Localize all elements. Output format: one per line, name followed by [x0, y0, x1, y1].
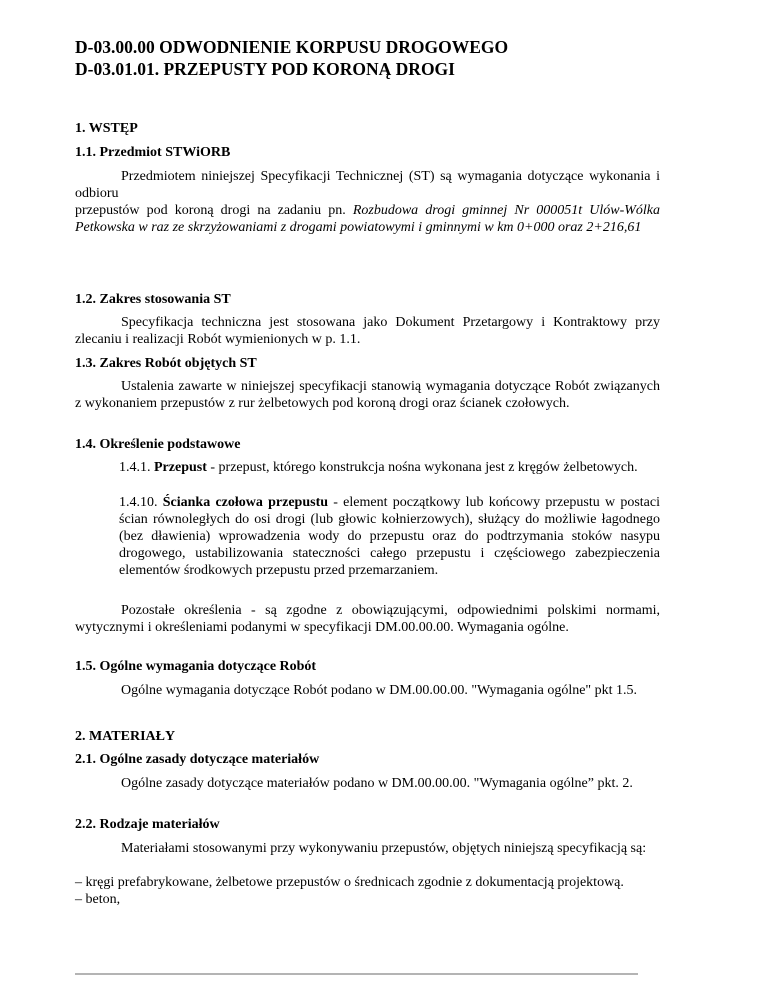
section-heading-1-4: 1.4. Określenie podstawowe [75, 437, 241, 452]
paragraph-1-2: Specyfikacja techniczna jest stosowana jako Dokument Przetargowy i Kontraktowy przy zlecaniu i realizacji Robót wymienionych w p. 1.1. [75, 315, 660, 347]
paragraph-2-1: Ogólne zasady dotyczące materiałów podano w DM.00.00.00. "Wymagania ogólne” pkt. 2. [121, 776, 633, 791]
document-title-line1: D-03.00.00 ODWODNIENIE KORPUSU DROGOWEGO [75, 37, 509, 57]
list-item: – kręgi prefabrykowane, żelbetowe przepustów o średnicach zgodnie z dokumentacją projektową. [75, 875, 624, 890]
section-heading-1-3: 1.3. Zakres Robót objętych ST [75, 356, 257, 371]
paragraph-1-1-a: Przedmiotem niniejszej Specyfikacji Technicznej (ST) są wymagania dotyczące wykonania i odbioru [75, 169, 660, 201]
paragraph-1-5: Ogólne wymagania dotyczące Robót podano w DM.00.00.00. "Wymagania ogólne" pkt 1.5. [121, 683, 638, 698]
definition-term: Ścianka czołowa przepustu [162, 495, 329, 510]
definition-number: 1.4.1. [119, 460, 154, 475]
section-heading-1-5: 1.5. Ogólne wymagania dotyczące Robót [75, 659, 317, 674]
definition-1-4-10 [119, 494, 660, 579]
paragraph-1-3: Ustalenia zawarte w niniejszej specyfikacji stanowią wymagania dotyczące Robót związanych z wykonaniem przepustów z rur żelbetowych pod koroną drogi oraz ścianek czołowych. [75, 379, 660, 411]
materials-list [75, 874, 660, 908]
paragraph-1-4: Pozostałe określenia - są zgodne z obowiązującymi, odpowiednimi polskimi normami, wytycznymi i określeniami podanymi w specyfikacji DM.00.00.00. Wymagania ogólne. [75, 603, 660, 635]
section-heading-2-2: 2.2. Rodzaje materiałów [75, 817, 220, 832]
section-heading-1: 1. WSTĘP [75, 121, 138, 136]
document-title-line2: D-03.01.01. PRZEPUSTY POD KORONĄ DROGI [75, 59, 455, 79]
section-heading-1-2: 1.2. Zakres stosowania ST [75, 292, 231, 307]
list-item: – beton, [75, 892, 121, 907]
definition-text: - przepust, którego konstrukcja nośna wykonana jest z kręgów żelbetowych. [206, 460, 638, 475]
paragraph-1-1-b-text: przepustów pod koroną drogi na zadaniu pn. [75, 203, 353, 218]
section-heading-2: 2. MATERIAŁY [75, 729, 176, 744]
section-heading-1-1: 1.1. Przedmiot STWiORB [75, 145, 231, 160]
definition-text: - element początkowy lub końcowy przepustu w postaci ścian równoległych do osi drogi (lub głowic kołnierzowych), służący do możliwie łagodnego (bez dławienia) wprowadzenia wody do przepustu oraz do podtrzymania stoków nasypu drogowego, ustabilizowania stateczności całego przepustu i częściowego zabezpieczenia elementów środkowych przepustu przed przemarzaniem. [119, 495, 660, 578]
definition-1-4-1 [119, 459, 660, 476]
paragraph-1-1-b [75, 202, 660, 236]
definition-term: Przepust [154, 460, 207, 475]
paragraph-2-2: Materiałami stosowanymi przy wykonywaniu przepustów, objętych niniejszą specyfikacją są: [121, 841, 647, 856]
definition-number: 1.4.10. [119, 495, 163, 510]
footer-divider [75, 973, 638, 975]
section-heading-2-1: 2.1. Ogólne zasady dotyczące materiałów [75, 752, 320, 767]
project-name: Rozbudowa drogi gminnej Nr 000051t Ulów-Wólka Petkowska w raz ze skrzyżowaniami z drogami powiatowymi i gminnymi w km 0+000 oraz 2+216,61 [75, 203, 660, 235]
